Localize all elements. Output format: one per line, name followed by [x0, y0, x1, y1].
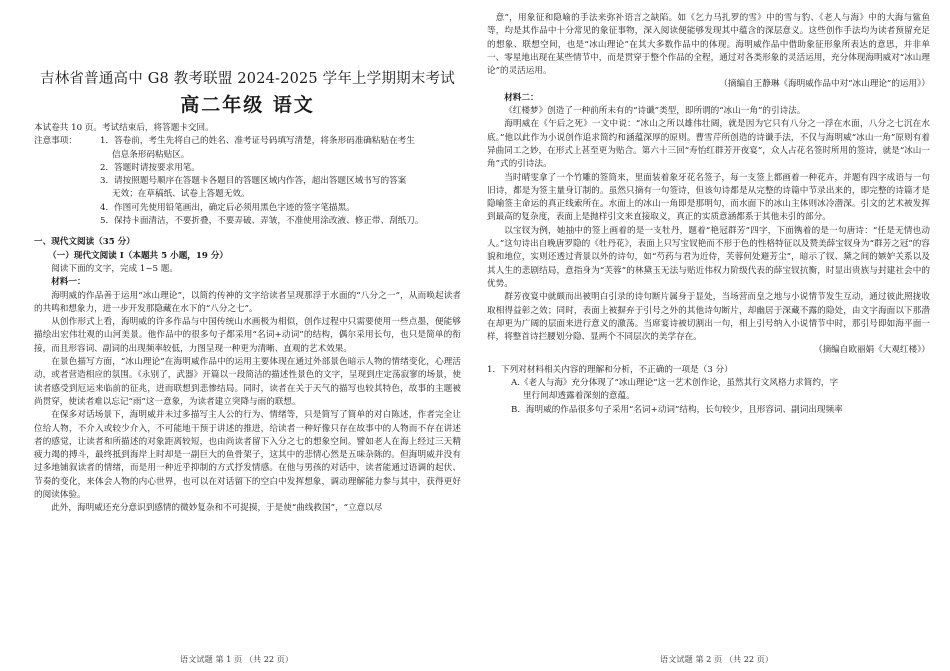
paragraph: 海明威的作品善于运用“冰山理论”，以简约传神的文字给读者呈现那浮于水面的“八分之一”，从而唤起读者的共鸣和想象力，进一步开发那隐藏在水下的“八分之七”。 — [34, 290, 461, 314]
paragraph-continued: 意”，用象征和隐喻的手法来弥补语言之缺陷。如《乞力马扎罗的雪》中的雪与豹、《老人与海》中的大海与鲨鱼等，均是其作品中十分常见的象征事物，深入阅读便能够发现其中蕴含的深层意义。这些创作手法均为读者预留充足的想象、联想空间，也是“冰山理论”在其大多数作品中的体现。海明威作品中借助象征形象所表达的意思，并非单一、零星地出现在某些情节中，而是贯穿于整个作品的全程，通过对各类形象的灵活运用，充分体现海明威对“冰山理论”的灵活运用。 — [487, 13, 930, 77]
option-text: B．海明威的作品很多句子采用“名词+动词”结构，长句较少，且形容词、副词出现频率 — [511, 404, 843, 415]
notice-item — [34, 135, 461, 162]
grade-subject-title: 高二年级 语文 — [180, 94, 315, 116]
source-citation: （摘编自王静琳《海明威作品中对“冰山理论”的运用》） — [719, 79, 930, 90]
question-1: 1．下列对材料相关内容的理解和分析，不正确的一项是（3 分） — [487, 364, 733, 375]
notices-block — [34, 135, 461, 228]
exam-intro: 本试卷共 10 页。考试结束后，将答题卡交回。 — [34, 123, 214, 133]
paragraph: 在景色描写方面，“冰山理论”在海明威作品中的运用主要体现在通过外部景色暗示人物的情绪变化，心理活动，或者营造相应的氛围。《永别了，武器》开篇以一段简洁的描述性景色的文字，呈现到庄定荡寂寥的场景，使读者感受到厄运来临前的征兆，进而联想到悲惨结局。同时，读者在关于天气的描写也较其特色，故事的主题被尚贯穿，使读者难以忘记“雨”这一意象，为读者建立突降与雨的联想。 — [34, 357, 461, 407]
paragraph: 海明威在《午后之死》一文中说：“冰山之所以雄伟壮阔，就是因为它只有八分之一浮在水面，八分之七沉在水底。”他以此作为小说创作追求简约和涵蕴深厚的原则。曹雪芹所创造的诗谶手法，不仅与海明威“冰山一角”原则有着异曲同工之妙，在形式上甚至更为贴合。第六十三回“寿怡红群芳开夜宴”，众人占花名签时所用的签诗，就是“冰山一角”式的引诗法。 — [487, 119, 930, 170]
material-one-label: 材料一： — [51, 277, 86, 288]
notice-text: 3．请按照题号顺序在答题卡各题目的答题区域内作答，超出答题区域书写的答案 — [100, 176, 407, 187]
notice-text: 5．保持卡面清洁，不要折叠，不要弄破、弄皱，不准使用涂改液、修正带、刮纸刀。 — [100, 216, 424, 227]
option-text-cont: 里行间却透露着深刻的意蕴。 — [523, 391, 635, 402]
notice-text-cont: 信息条形码粘贴区。 — [112, 149, 190, 160]
notice-item — [34, 175, 461, 202]
paragraph: 《红楼梦》创造了一种前所未有的“诗谶”类型，即所谓的“冰山一角”的引诗法。 — [504, 106, 806, 117]
exam-title: 吉林省普通高中 G8 教考联盟 2024-2025 学年上学期期末考试 — [40, 71, 455, 87]
notice-text-cont: 无效；在草稿纸、试卷上答题无效。 — [112, 189, 250, 200]
page-footer: 语文试题 第 1 页 （共 22 页） — [180, 654, 294, 664]
paragraph: 群芳夜宴中就颇而出被明白引录的诗句断片属身于显处，当场营而皇之地与小说情节发生互动，通过彼此照拢收取相得益彰之效；同时，表面上被摒弃于引号之外的其他诗句断片，却幽居于深藏不露的隐处，由文字海面以下那潜在却更为广阔的层面来进行意义的激荡。当席宴诗被切割出一句，相上引号纳入小说情节中时，那引号即如海平面一样，将整首诗拦腰划分隐、显两个不同层次的美学存在。 — [487, 292, 930, 343]
page-2 — [475, 0, 950, 671]
option-text: A.《老人与海》充分体现了“冰山理论”这一艺术创作论，虽然其行文风格力求简约，字 — [511, 378, 839, 389]
notice-text: 2．答题时请按要求用笔。 — [100, 162, 200, 173]
notice-text: 4．作图可先使用铅笔画出，确定后必须用黑色字迹的签字笔描黑。 — [100, 202, 355, 213]
paragraph: 此外，海明威还充分意识到感情的微妙复杂和不可捉摸，于是使“曲线救国”，“立意以尽 — [51, 503, 383, 514]
notice-item — [34, 162, 461, 175]
page-footer: 语文试题 第 2 页 （共 22 页） — [660, 654, 774, 664]
section-heading: 一、现代文阅读（35 分） — [34, 237, 135, 248]
paragraph: 从创作形式上看，海明威的许多作品与中国传统山水画极为相似，创作过程中只需要使用一些点墨，便能够描绘出宏伟壮观的山河美景。他作品中的很多句子都采用“名词+动词”的结构，偶尔采用长句，也只是简单的衔接，而且形容词、副词的出现频率较低，力图呈现一种更为清晰、直观的艺术效果。 — [34, 317, 461, 354]
paragraph: 当时晴雯拿了一个竹雕的签筒来，里面装着象牙花名签子，每一支签上都画着一种花卉，并题有四字成语与一句旧诗，都是为签主量身订制的。虽然只摘有一句签诗，但该句诗都是从完整的诗篇中节录出来的，即完整的诗篇才是隐喻签主命运的真正线索所在。水面上的冰山一角即是那明句，而水面下的冰山主体则冰冷潜深。引文的艺术被发挥到最高的复杂度，表面上是抛样引文来直接取义，真正的实质意涵都系于其他未引的部分。 — [487, 172, 930, 223]
option-b — [487, 404, 930, 417]
option-a — [487, 377, 930, 404]
notice-label: 注意事项： — [34, 136, 77, 147]
material-two-label: 材料二： — [504, 92, 539, 103]
source-citation: （摘编自欧丽娟《大观红楼》） — [813, 345, 930, 356]
notice-list — [34, 135, 461, 228]
subsection-heading: （一）现代文阅读 I（本题共 5 小题，19 分） — [48, 250, 229, 261]
notice-item — [34, 202, 461, 215]
notice-text: 1．答卷前，考生先将自己的姓名、准考证号码填写清楚，将条形码准确粘贴在考生 — [100, 136, 415, 147]
paragraph: 在保多对话场景下，海明威并未过多描写主人公的行为、情绪等，只是简写了简单的对白陈述，作者完全让位给人物，不介入或较少介入，不可能地干预于讲述的推进，给读者一种好像只存在故事中的人物而不存在讲述者的感觉，让读者和所描述的对象距离较短，也由尚读者留下入分之七的想象空间。譬如老人在海上经过三天精疲力竭的搏斗，最终抵到海岸上时却是一副巨大的鱼骨架子，这其中的悲情心然是五味杂陈的。但海明威并没有过多地铺叙读者的情绪，而是用一种近乎抑制的方式抒发情感。在他与男孩的对话中，读者能通过语调的起伏、节奏的变化，来体会人物的内心世界，也可以在对话留下的空白中发挥想象，调动理解能力参与其中，获得更好的阅读体验。 — [34, 410, 461, 501]
notice-item — [34, 215, 461, 228]
reading-instruction: 阅读下面的文字，完成 1~5 题。 — [51, 263, 178, 274]
paragraph: 以宝钗为例，她抽中的签上画着的是一支牡丹，题着“艳冠群芳”四字，下面镌着的是一句唐诗：“任是无情也动人。”这句诗出自晚唐罗隐的《牡丹花》，表面上只写宝钗艳而不形于色的性格特征以及赞美薛宝钗身为“群芳之冠”的容貌和地位，实则还透过背景以外的诗句，如“芍药与君为近侍，芙蓉何处避芳尘”，暗示了钗、黛之间的嫉妒关系以及其人生的悲剧结局，意指身为“芙蓉”的林黛玉无法与贴近伟权力阶级代表的薛宝钗抗衡，时显出贵族与封建社会中的优势。 — [487, 225, 930, 289]
